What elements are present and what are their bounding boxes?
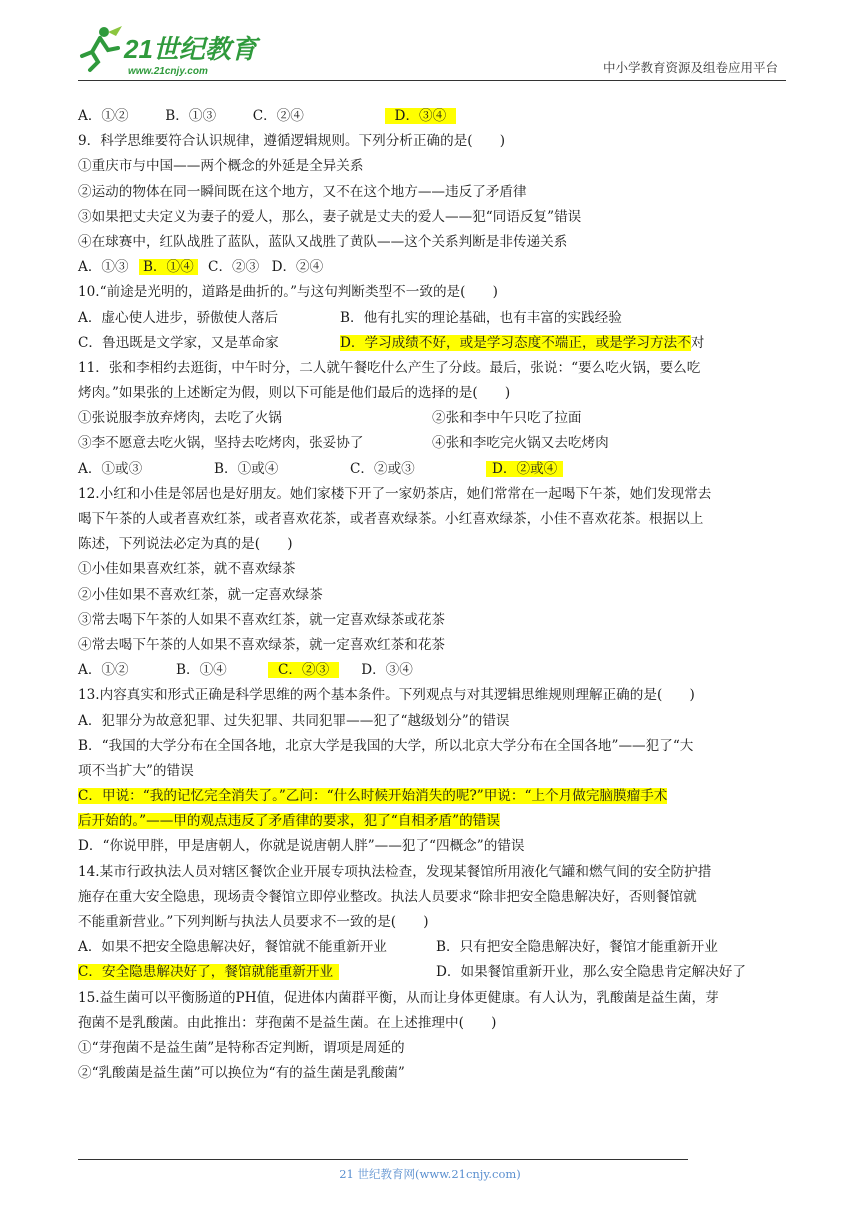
q12-statement-1: ①小佳如果喜欢红茶，就不喜欢绿茶 (78, 561, 296, 578)
q9-option-b-answer: B．①④ (139, 259, 198, 275)
q11-statement-3: ③李不愿意去吃火锅，坚持去吃烤肉，张妥协了 (78, 435, 364, 452)
q10-option-d-answer: D．学习成绩不好，或是学习态度不端正，或是学习方法不 (340, 334, 691, 351)
q15-stem-1: 15.益生菌可以平衡肠道的PH值，促进体内菌群平衡，从而让身体更健康。有人认为，乳酸菌是益生菌，芽 (78, 989, 719, 1006)
q9-statement-3: ③如果把丈夫定义为妻子的爱人，那么，妻子就是丈夫的爱人——犯“同语反复”错误 (78, 208, 582, 225)
q8-options (78, 104, 786, 129)
q8-option-a: A．①② (78, 108, 129, 124)
q11-option-b: B．①或④ (214, 460, 279, 477)
platform-name: 中小学教育资源及组卷应用平台 (602, 60, 778, 75)
q14-option-c-answer: C．安全隐患解决好了，餐馆就能重新开业 (78, 964, 339, 980)
q13-option-c-2 (78, 809, 786, 834)
q8-option-b: B．①③ (165, 108, 217, 124)
q11-stem-1: 11．张和李相约去逛街，中午时分，二人就午餐吃什么产生了分歧。最后，张说：“要么吃火锅，要么吃 (78, 359, 701, 376)
q11-statement-1: ①张说服李放弃烤肉，去吃了火锅 (78, 410, 282, 427)
q11-statements-34 (78, 431, 786, 456)
q14-option-d: D．如果餐馆重新开业，那么安全隐患肯定解决好了 (436, 964, 746, 981)
q14-stem-3: 不能重新营业。”下列判断与执法人员要求不一致的是( ) (78, 914, 429, 930)
q14-options-ab (78, 935, 786, 960)
q12-statement-3: ③常去喝下午茶的人如果不喜欢红茶，就一定喜欢绿茶或花茶 (78, 611, 446, 628)
q11-statements-12 (78, 406, 786, 431)
footer-text[interactable]: 21 世纪教育网(www.21cnjy.com) (339, 1167, 521, 1181)
q14-stem-2: 施存在重大安全隐患，现场责令餐馆立即停业整改。执法人员要求“除非把安全隐患解决好，否则餐馆就 (78, 888, 697, 905)
q10-stem: 10.“前途是光明的，道路是曲折的。”与这句判断类型不一致的是( ) (78, 284, 498, 301)
q12-statement-4: ④常去喝下午茶的人如果不喜欢绿茶，就一定喜欢红茶和花茶 (78, 636, 446, 653)
q15-stem-2: 孢菌不是乳酸菌。由此推出：芽孢菌不是益生菌。在上述推理中( ) (78, 1014, 497, 1031)
q11-options (78, 457, 786, 482)
q10-option-a: A．虚心使人进步，骄傲使人落后 (78, 309, 279, 326)
q9-statement-2: ②运动的物体在同一瞬间既在这个地方，又不在这个地方——违反了矛盾律 (78, 183, 527, 200)
q13-option-c-1 (78, 784, 786, 809)
q15-statement-1: ①“芽孢菌不是益生菌”是特称否定判断，谓项是周延的 (78, 1039, 405, 1056)
page-header (78, 22, 786, 81)
q9-options (78, 255, 786, 280)
q13-option-c-answer-2: 后开始的。”——甲的观点违反了矛盾律的要求，犯了“自相矛盾”的错误 (78, 813, 500, 830)
q13-option-c-answer-1: C．甲说：“我的记忆完全消失了。”乙问：“什么时候开始消失的呢?”甲说：“上个月做完脑膜瘤手术 (78, 788, 668, 805)
q12-statement-2: ②小佳如果不喜欢红茶，就一定喜欢绿茶 (78, 586, 323, 603)
q12-option-a: A．①② (78, 662, 129, 679)
q14-stem-1: 14.某市行政执法人员对辖区餐饮企业开展专项执法检查，发现某餐馆所用液化气罐和燃气间的安全防护措 (78, 863, 712, 880)
q12-stem-2: 喝下午茶的人或者喜欢红茶，或者喜欢花茶，或者喜欢绿茶。小红喜欢绿茶，小佳不喜欢花茶。根据以上 (78, 511, 704, 527)
q11-option-c: C．②或③ (350, 460, 415, 477)
question-content (78, 104, 786, 1086)
q13-option-b-2: 项不当扩大”的错误 (78, 762, 194, 779)
q9-statement-4: ④在球赛中，红队战胜了蓝队，蓝队又战胜了黄队——这个关系判断是非传递关系 (78, 233, 568, 250)
q9-statement-1: ①重庆市与中国——两个概念的外延是全异关系 (78, 158, 364, 175)
q11-option-a: A．①或③ (78, 460, 143, 477)
q9-option-d: D．②④ (271, 259, 324, 276)
q13-option-b-1: B．“我国的大学分布在全国各地，北京大学是我国的大学，所以北京大学分布在全国各地”——犯了“大 (78, 737, 694, 754)
q13-option-d: D．“你说甲胖，甲是唐朝人，你就是说唐朝人胖”——犯了“四概念”的错误 (78, 838, 525, 855)
q12-stem-1: 12.小红和小佳是邻居也是好朋友。她们家楼下开了一家奶茶店，她们常常在一起喝下午茶，她们发现常去 (78, 485, 712, 502)
q12-option-d: D．③④ (361, 662, 413, 679)
q13-stem: 13.内容真实和形式正确是科学思维的两个基本条件。下列观点与对其逻辑思维规则理解正确的是( ) (78, 687, 695, 704)
q11-statement-4: ④张和李吃完火锅又去吃烤肉 (432, 435, 609, 452)
q12-stem-3: 陈述，下列说法必定为真的是( ) (78, 536, 293, 553)
q12-option-c-answer: C．②③ (268, 662, 339, 678)
q14-option-b: B．只有把安全隐患解决好，餐馆才能重新开业 (436, 939, 718, 956)
logo (78, 22, 278, 78)
q13-option-a: A．犯罪分为故意犯罪、过失犯罪、共同犯罪——犯了“越级划分”的错误 (78, 712, 510, 729)
q9-stem: 9．科学思维要符合认识规律，遵循逻辑规则。下列分析正确的是( ) (78, 133, 506, 150)
q15-statement-2: ②“乳酸菌是益生菌”可以换位为“有的益生菌是乳酸菌” (78, 1065, 405, 1082)
q12-options (78, 658, 786, 683)
runner-icon (82, 26, 122, 70)
footer-rule (78, 1159, 688, 1160)
q10-options-ab (78, 306, 786, 331)
q8-option-c: C．②④ (252, 108, 304, 124)
q11-stem-2: 烤肉。”如果张的上述断定为假，则以下可能是他们最后的选择的是( ) (78, 385, 511, 402)
q10-option-d-tail: 对 (690, 334, 705, 351)
q9-option-a: A．①③ (78, 259, 129, 276)
q10-option-b: B．他有扎实的理论基础，也有丰富的实践经验 (340, 309, 622, 326)
q14-options-cd (78, 960, 786, 985)
q11-option-d-answer: D．②或④ (486, 461, 563, 477)
q12-option-b: B．①④ (176, 662, 227, 679)
q8-option-d-answer: D．③④ (385, 108, 457, 124)
logo-text: 21世纪教育 (124, 34, 257, 64)
q10-option-c: C．鲁迅既是文学家，又是革命家 (78, 334, 279, 351)
logo-url: www.21cnjy.com (128, 66, 208, 77)
q14-option-a: A．如果不把安全隐患解决好，餐馆就不能重新开业 (78, 939, 387, 956)
q10-options-cd (78, 331, 786, 356)
q9-option-c: C．②③ (208, 259, 260, 276)
q11-statement-2: ②张和李中午只吃了拉面 (432, 410, 582, 427)
